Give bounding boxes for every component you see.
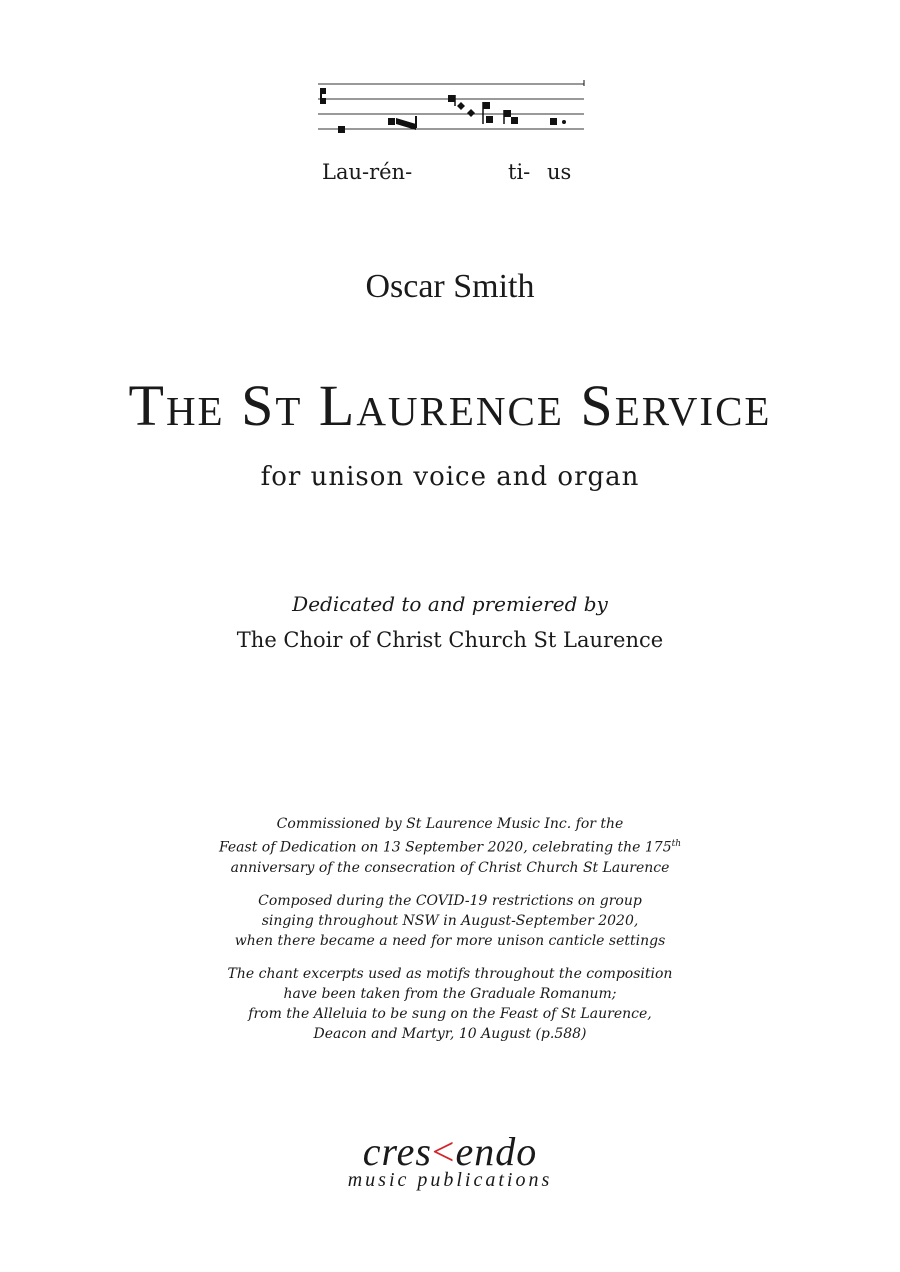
chant-source-note — [0, 964, 900, 1044]
note-line: Composed during the COVID-19 restrictions on group — [258, 892, 642, 909]
ordinal-suffix: th — [671, 839, 682, 849]
note-line: The chant excerpts used as motifs throughout the composition — [227, 965, 673, 982]
crescendo-mark-icon: < — [431, 1129, 456, 1174]
chant-syllable-1: Lau-rén- — [322, 160, 413, 184]
publisher-tagline: music publications — [347, 1169, 553, 1191]
composer-name: Oscar Smith — [365, 268, 535, 305]
note-line: anniversary of the consecration of Christ Church St Laurence — [230, 859, 670, 876]
program-notes — [0, 814, 900, 1057]
composition-note — [0, 891, 900, 951]
chant-syllable-2: ti- — [508, 160, 531, 184]
dedicatee: The Choir of Christ Church St Laurence — [236, 628, 664, 652]
note-line: Commissioned by St Laurence Music Inc. for the — [276, 816, 624, 832]
chant-staff — [318, 80, 588, 140]
note-line: Deacon and Martyr, 10 August (p.588) — [313, 1025, 587, 1042]
chant-syllable-3: us — [547, 160, 572, 184]
note-line: when there became a need for more unison canticle settings — [234, 932, 666, 949]
publisher-logo — [0, 1128, 900, 1192]
chant-neumes — [318, 80, 588, 140]
work-subtitle: for unison voice and organ — [260, 462, 640, 492]
note-line: Feast of Dedication on 13 September 2020, celebrating the 175 — [218, 839, 672, 856]
work-title: The St Laurence Service — [128, 373, 772, 438]
dedication-line: Dedicated to and premiered by — [292, 592, 608, 616]
publisher-name-part1: cres — [362, 1129, 432, 1174]
note-line: from the Alleluia to be sung on the Feast of St Laurence, — [248, 1005, 652, 1022]
publisher-name — [0, 1128, 900, 1175]
publisher-name-part2: endo — [455, 1129, 538, 1174]
note-line: have been taken from the Graduale Romanum; — [283, 985, 617, 1002]
note-line: singing throughout NSW in August-September 2020, — [261, 912, 639, 929]
commission-note — [0, 814, 900, 878]
